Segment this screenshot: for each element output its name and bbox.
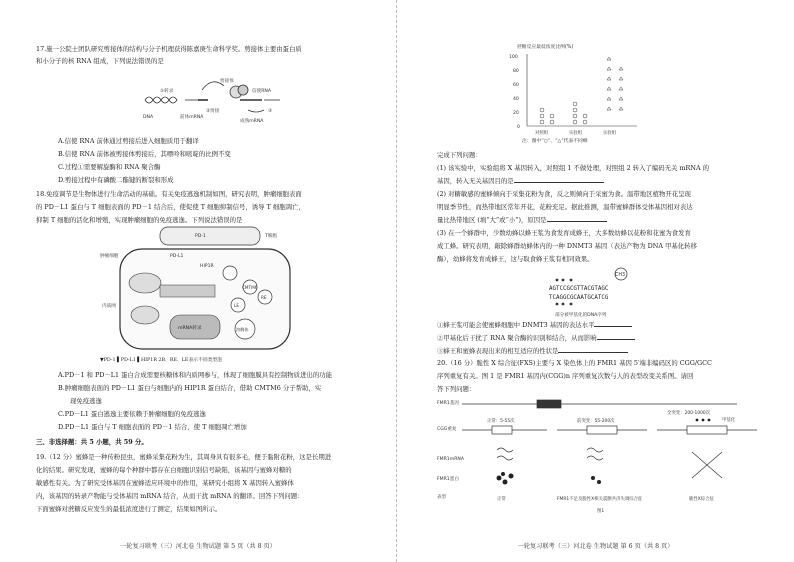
q18-option-d: D.PD－L1 蛋白与 T 细胞表面的 PD－1 结合，使 T 细胞凋亡增加 xyxy=(58,423,247,431)
group-label-3: 实验组 xyxy=(603,131,617,136)
right-page xyxy=(397,0,794,562)
ytick-100: 100 xyxy=(509,55,518,60)
q19-line-1: 19.（12 分）蜜蜂是一种传粉昆虫，蜜蜂采集花粉为生，其周身具有很多毛，便于黏附花粉，这是长期进 xyxy=(36,453,332,461)
q19-line-5: 下面蜜蜂对蔗糖反应发生的最低浓度进行了测定，结果如图所示。 xyxy=(36,505,222,513)
label-re: RE xyxy=(261,295,267,300)
label-pd1: PD-1 xyxy=(195,234,206,239)
immune-escape-diagram xyxy=(100,225,300,355)
q20-line-1: 20.（16 分）脆性 X 综合征(FXS)主要与 X 染色体上的 FMR1 基因 5′端非编码区的 CGG/GCC xyxy=(437,359,712,367)
q18-option-b-cont: 现免疫逃逸 xyxy=(70,397,102,405)
label-hip1r: HIP1R xyxy=(200,264,214,269)
q17-option-d: D.剪接过程中有磷酸二酯键的断裂和形成 xyxy=(58,176,174,184)
label-cmtm6: CMTM6 xyxy=(242,285,258,290)
q18-option-a: A.PD－1 和 PD－L1 蛋白合成需要核糖体和内质网参与，体现了细胞膜具有控制物质进出的功能 xyxy=(58,371,333,379)
group-label-2: 实验组 xyxy=(569,131,583,136)
q19c-sub-2: ②甲基化后干扰了 RNA 聚合酶的识别和结合，从而影响 xyxy=(437,333,635,343)
section-3-heading: 三、非选择题：共 5 小题，共 59 分。 xyxy=(36,438,148,446)
dna-caption: 部分被甲基化的DNA序列 xyxy=(555,313,607,318)
group-label-1: 对照组 xyxy=(535,131,549,136)
q19c-line-9: 酶），幼蜂将发育成蜂王，这与取食蜂王浆有相同效果。 xyxy=(437,255,594,263)
ch3-label: CH3 xyxy=(615,273,626,278)
q17-stem-2: 和小分子的核 RNA 组成，下列说法错误的是 xyxy=(36,57,164,65)
q18-option-b: B.肿瘤细胞表面的 PD－L1 蛋白与细胞内的 HIP1R 蛋白结合，借助 CMTM6 分子帮助，实 xyxy=(58,384,322,392)
right-footer: 一轮复习联考（三）河北卷 生物试题 第 6 页（共 8 页） xyxy=(517,543,674,550)
chart-title: 蔗糖反应最低浓度比例(%) xyxy=(517,45,574,50)
q19-line-4: 内，该基因的转录产物能与受体基因 mRNA 结合，从而干扰 mRNA 的翻译。回答下列问题： xyxy=(36,492,304,500)
label-full: 全突变：200-1000次 xyxy=(667,411,711,416)
label-tcell: T细胞 xyxy=(265,234,277,239)
label-mature-mrna: 成熟mRNA xyxy=(240,119,264,124)
q17-option-c: C.过程①需要解旋酶和 RNA 聚合酶 xyxy=(58,163,161,171)
dna-methylation-figure xyxy=(547,262,657,320)
q19c-line-3: 基因，转入无关基因目的是 xyxy=(437,176,604,186)
q18-stem-1: 18.免疫调节是生物体进行生命活动的基础。有关免疫逃逸机制如图，研究表明，肿瘤细胞表面 xyxy=(36,190,302,198)
label-mrna: 信使RNA xyxy=(252,89,271,94)
q19c-line-5: 明显季节性，而热带地区常年开花，花粉充足。据此推测，温带蜜蜂群体受体基因相对表达 xyxy=(437,203,693,211)
q17-stem: 17.施一公院士团队研究剪接体的结构与分子机理获得陈嘉庚生命科学奖。剪接体主要由蛋白质 xyxy=(36,45,302,53)
ytick-80: 80 xyxy=(513,69,519,74)
splicing-diagram xyxy=(140,70,290,130)
label-spliceosome: 剪接体 xyxy=(220,79,234,84)
label-lysosome: 溶酶体 xyxy=(236,327,249,332)
label-er: 内质网 xyxy=(102,304,116,309)
row-title-gene: FMR1基因 xyxy=(437,401,459,406)
sugar-response-chart xyxy=(497,40,647,140)
q19-line-3: 敏感性有关。为了研究受体基因在蜜蜂适应环境中的作用，某研究小组将 X 基因转入蜜蜂体 xyxy=(36,479,294,487)
row-title-phenotype: 表型 xyxy=(437,495,447,500)
pheno-premut: FMR1不足及脆性X相关震颤共济失调综合征 xyxy=(557,497,643,502)
row-title-mrna: FMR1mRNA xyxy=(437,457,464,462)
row-title-protein: FMR1蛋白 xyxy=(437,477,459,482)
dna-seq-top: AGTCCGCGTTACGTAGC xyxy=(549,286,609,292)
chart-legend: 注：图中“○”、“△”代表不同蜂 xyxy=(522,139,588,144)
label-methyl: 甲基化 xyxy=(722,418,736,423)
label-pdl1: PD-L1 xyxy=(170,254,184,259)
q19c-line-4: (2) 对糖敏感的蜜蜂倾向于采集花粉为食，反之则倾向于采蜜为食。温带地区植物开花呈现 xyxy=(437,190,691,198)
label-tumor-cell: 肿瘤细胞 xyxy=(100,254,119,259)
label-premut: 前突变：55-200次 xyxy=(577,419,615,424)
q18-stem-2: 的 PD－L1 蛋白与 T 细胞表面的 PD－1 结合后，使促使 T 细胞抑制信号，诱导 T 细胞凋亡， xyxy=(36,203,305,211)
q17-option-a: A.信使 RNA 前体通过剪接后进入细胞质用于翻译 xyxy=(58,137,199,145)
q19c-line-6: 量比热带地区 (填“大”或“小”)，原因是 xyxy=(437,215,607,225)
q17-option-b: B.信使 RNA 前体被剪接体剪接后，其嘌呤和嘧啶的比例不变 xyxy=(58,150,231,158)
dna-seq-bottom: TCAGGCGCAATGCATCG xyxy=(549,295,609,301)
q18-option-c: C.PD－L1 蛋白逃逸主要依赖于肿瘤细胞的免疫逃逸 xyxy=(58,410,206,418)
label-normal: 正常：5-55次 xyxy=(487,419,515,424)
q19c-line-2: (1) 该实验中，实验组将 X 基因转入，对照组 1 不做处理，对照组 2 转入了编码无关 mRNA 的 xyxy=(437,164,709,172)
row-title-cgg: CGG重复 xyxy=(437,427,457,432)
q19c-sub-1: ①蜂王浆可能会使蜜蜂细胞中 DNMT3 基因的表达水平 xyxy=(437,320,632,330)
label-step1: ①转录 xyxy=(160,89,174,94)
q19-line-2: 化的结果。研究发现，蜜蜂的每个种群中都存在白细胞识别信号缺陷，该基因与蜜蜂对糖的 xyxy=(36,466,292,474)
ytick-20: 20 xyxy=(513,111,519,116)
label-step2: ②剪接 xyxy=(206,109,220,114)
pheno-normal: 正常 xyxy=(497,497,506,502)
q19c-line-8: 成工蜂。研究表明，敲除蜂群幼蜂体内的一种 DNMT3 基因（表达产物为 DNA 甲基化转移 xyxy=(437,242,697,250)
q19c-line-1: 完成下列问题： xyxy=(437,151,482,159)
q18-stem-3: 抑制 T 细胞的活化和增殖，实现肿瘤细胞的免疫逃逸。下列说法错误的是 xyxy=(36,216,243,224)
label-pre-mrna: 前体mRNA xyxy=(180,115,204,120)
label-le: LE xyxy=(234,303,239,308)
q20-line-2: 序列重复有关。图 1 是 FMR1 基因内(CGG)n 序列重复次数与人的表型改变关系图。请回 xyxy=(437,372,694,380)
ytick-0: 0 xyxy=(517,125,520,130)
q19c-sub-3: ③蜂王和蜜蜂表现出来的相互适应的性状是 xyxy=(437,346,628,356)
pheno-full: 脆性X综合征 xyxy=(689,497,714,502)
label-dna: DNA xyxy=(143,115,154,120)
fmr1-figure xyxy=(437,394,767,516)
q19c-line-7: (3) 在一个蜂群中，少数幼蜂以蜂王浆为食发育成蜂王，大多数幼蜂以花粉和花蜜为食发育 xyxy=(437,229,691,237)
q20-line-3: 答下列问题： xyxy=(437,385,476,393)
ytick-40: 40 xyxy=(513,97,519,102)
fig1-caption: 图1 xyxy=(597,509,605,514)
label-step3: ③ xyxy=(268,109,273,114)
ytick-60: 60 xyxy=(513,83,519,88)
label-transcription: mRNA转录 xyxy=(178,326,202,331)
q18-legend: ▼PD-1 ▌PD-L1 ▌HIP1R 2B、RE、LE表示不同类型泡 xyxy=(100,358,223,363)
left-footer: 一轮复习联考（三）河北卷 生物试题 第 5 页（共 8 页） xyxy=(120,543,276,550)
